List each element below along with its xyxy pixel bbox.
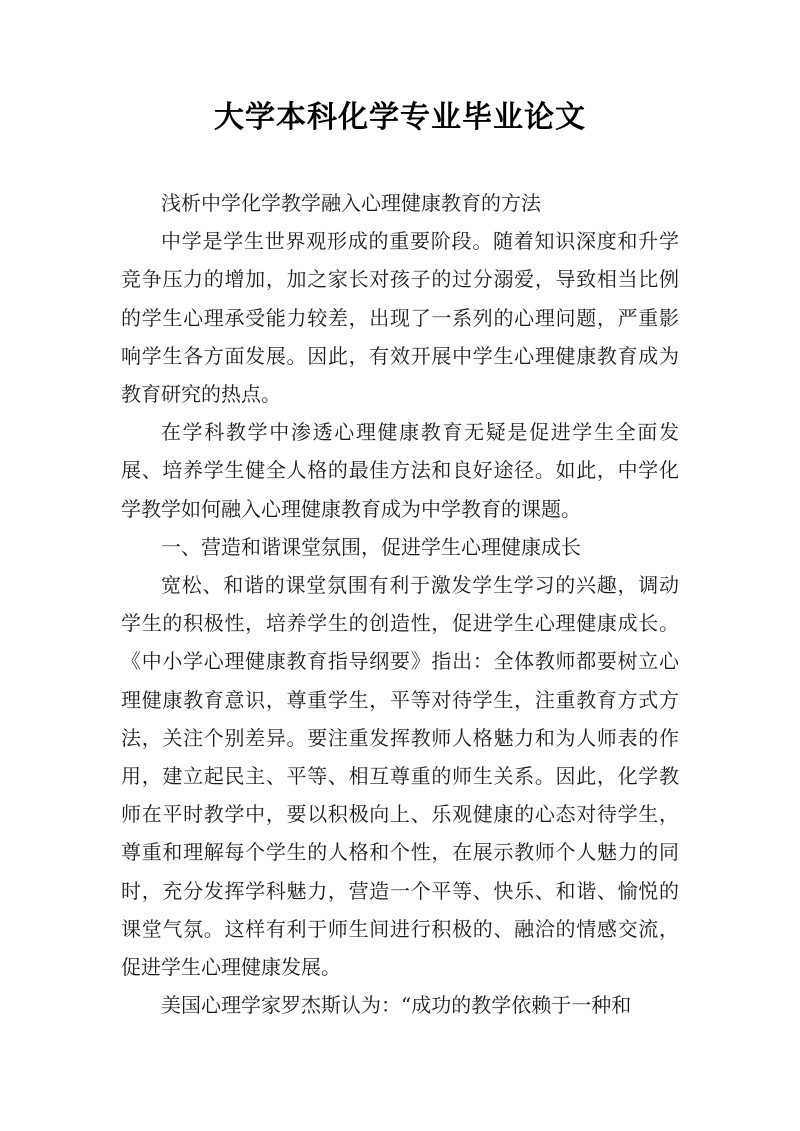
paragraph-discipline: 在学科教学中渗透心理健康教育无疑是促进学生全面发展、培养学生健全人格的最佳方法和良好途径。如此，中学化学教学如何融入心理健康教育成为中学教育的课题。 [121, 420, 679, 521]
paragraph-intro: 中学是学生世界观形成的重要阶段。随着知识深度和升学竞争压力的增加，加之家长对孩子的过分溺爱，导致相当比例的学生心理承受能力较差，出现了一系列的心理问题，严重影响学生各方面发展。因此，有效开展中学生心理健康教育成为教育研究的热点。 [121, 229, 679, 407]
document-title: 大学本科化学专业毕业论文 [214, 100, 586, 135]
article-subtitle: 浅析中学化学教学融入心理健康教育的方法 [161, 191, 541, 215]
paragraph-classroom-atmosphere: 宽松、和谐的课堂氛围有利于激发学生学习的兴趣，调动学生的积极性，培养学生的创造性，促进学生心理健康成长。《中小学心理健康教育指导纲要》指出：全体教师都要树立心理健康教育意识，尊重学生，平等对待学生，注重教育方式方法，关注个别差异。要注重发挥教师人格魅力和为人师表的作用，建立起民主、平等、相互尊重的师生关系。因此，化学教师在平时教学中，要以积极向上、乐观健康的心态对待学生，尊重和理解每个学生的人格和个性，在展示教师个人魅力的同时，充分发挥学科魅力，营造一个平等、快乐、和谐、愉悦的课堂气氛。这样有利于师生间进行积极的、融洽的情感交流，促进学生心理健康发展。 [121, 573, 679, 980]
document-body [121, 184, 679, 1024]
paragraph-rogers-quote: 美国心理学家罗杰斯认为：“成功的教学依赖于一种和 [161, 993, 632, 1018]
section-heading-1: 一、营造和谐课堂氛围，促进学生心理健康成长 [161, 534, 581, 559]
